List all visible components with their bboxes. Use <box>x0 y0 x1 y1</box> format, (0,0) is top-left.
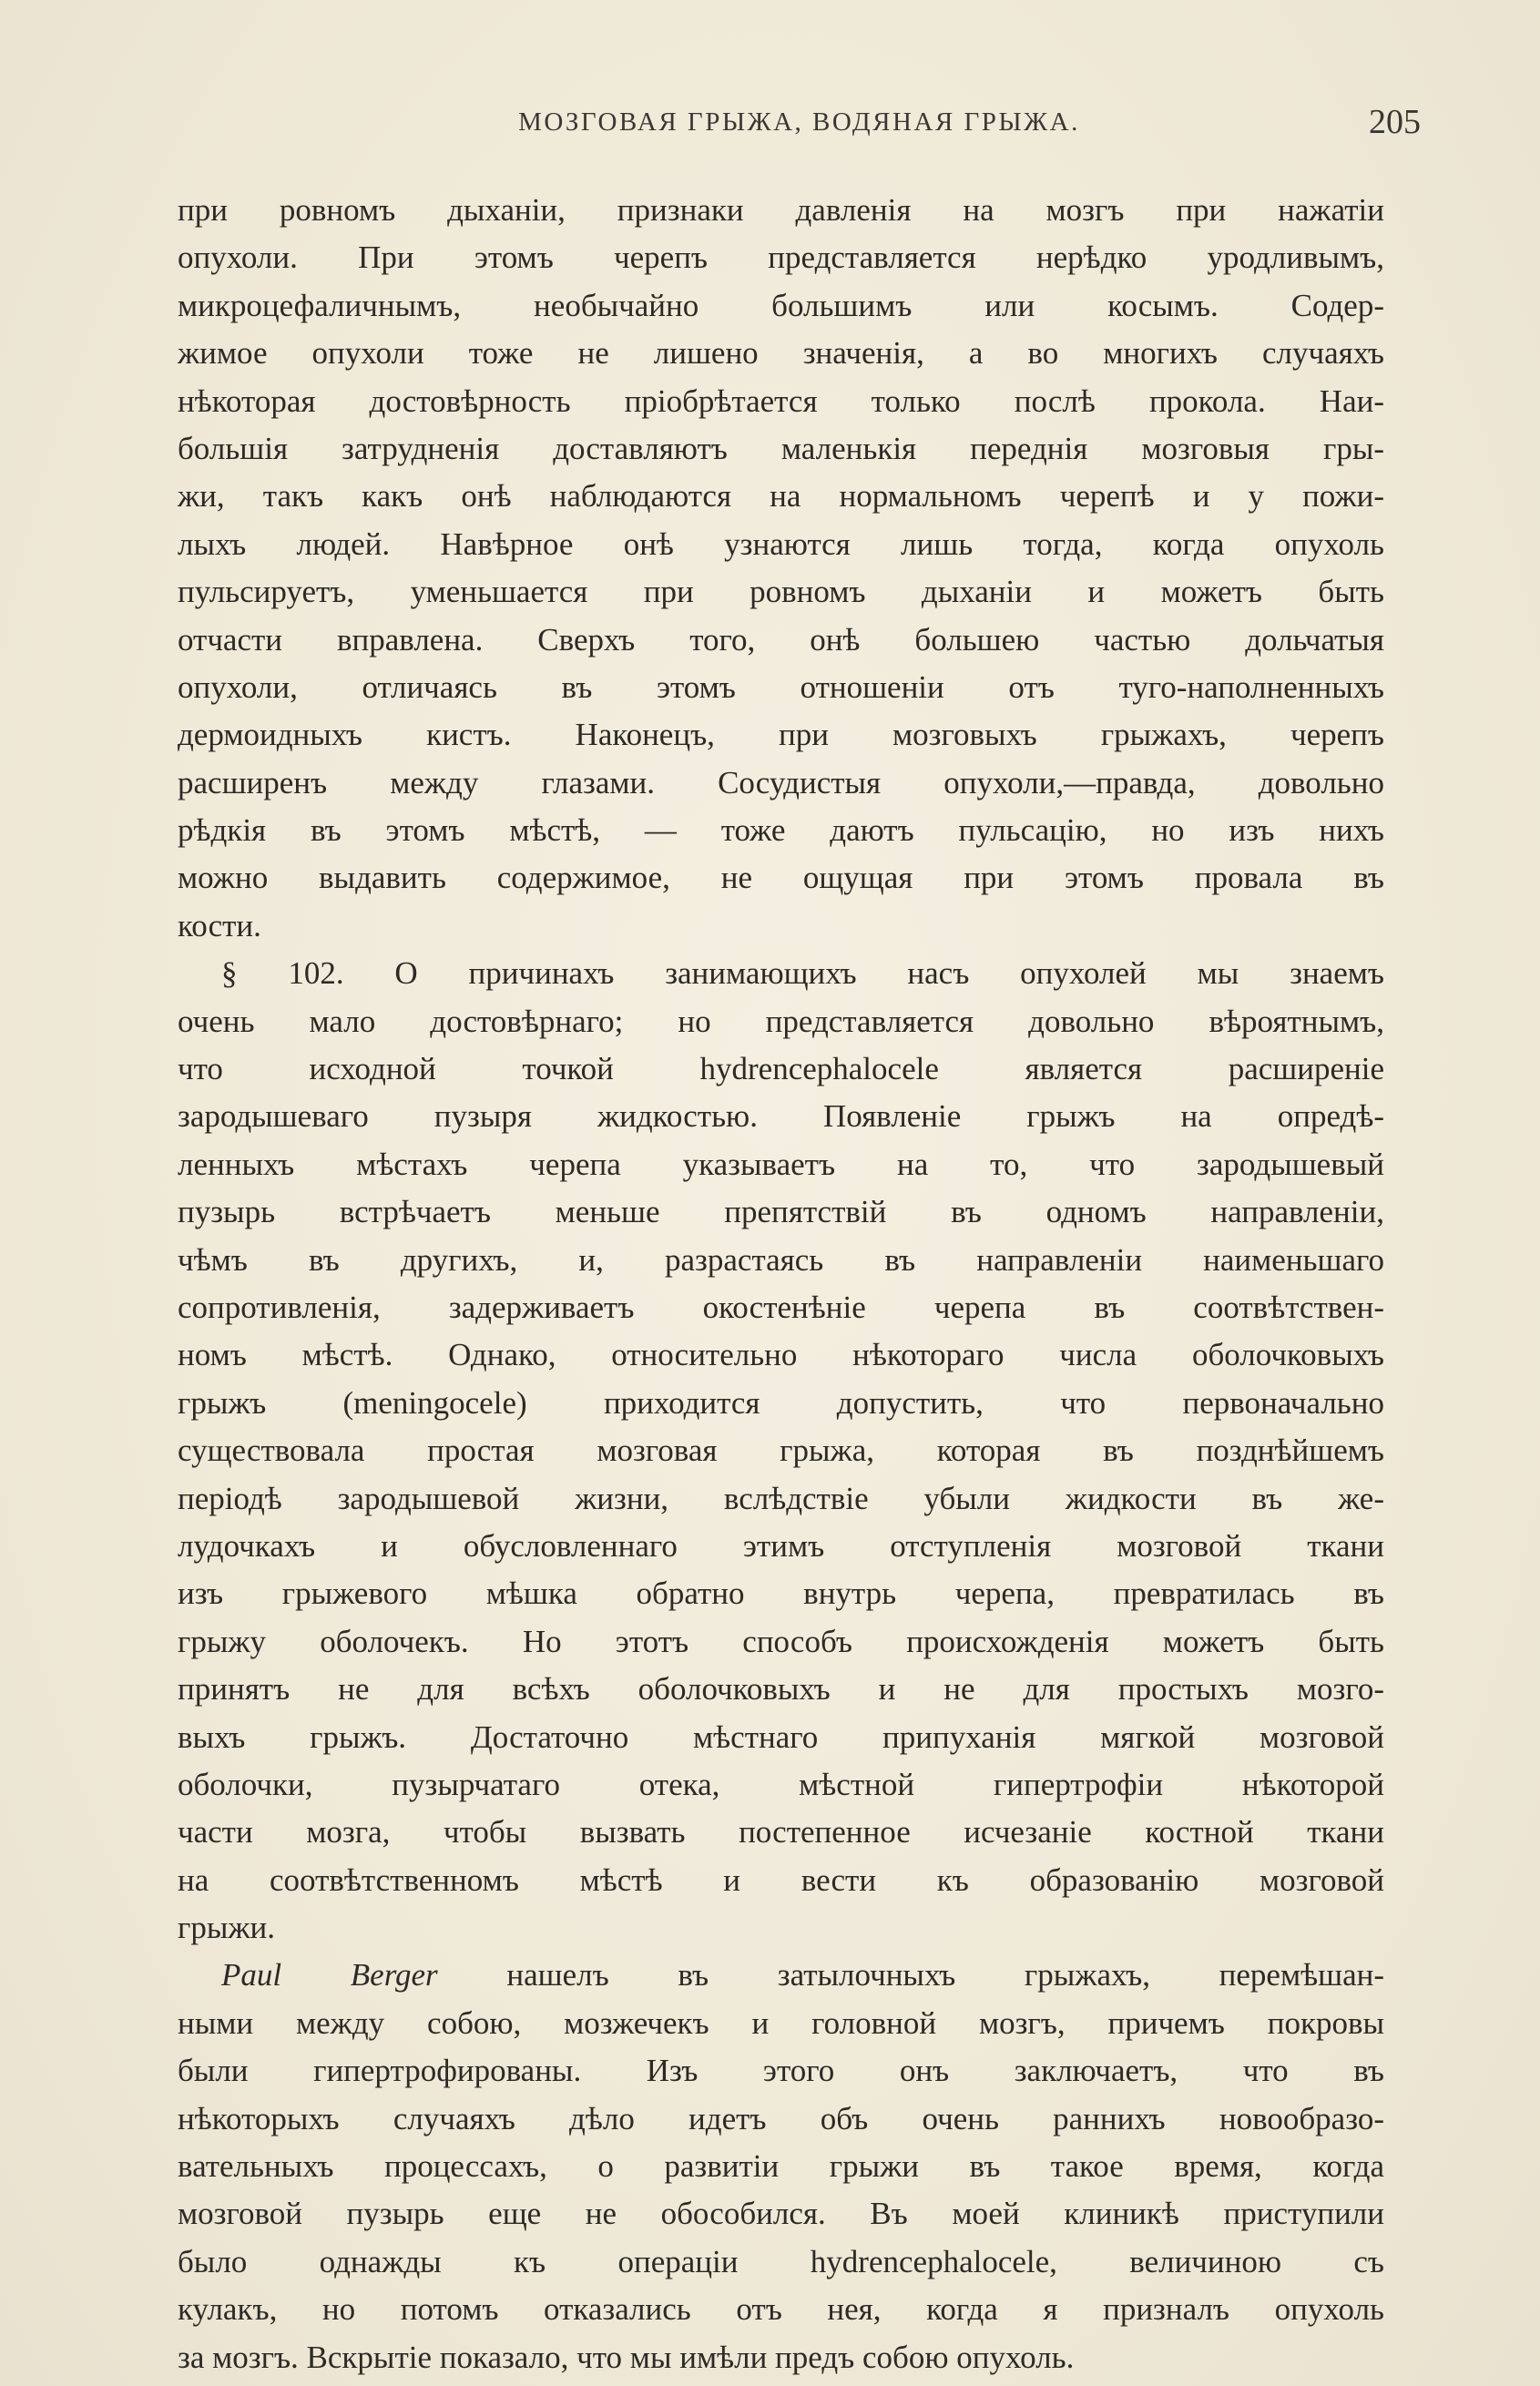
paragraph <box>178 187 1384 950</box>
text-line: мозговой пузырь еще не обособился. Въ моей клиникѣ приступили <box>178 2196 1384 2232</box>
text-line: были гипертрофированы. Изъ этого онъ заключаетъ, что въ <box>178 2053 1384 2089</box>
text-line: жимое опухоли тоже не лишено значенія, а во многихъ случаяхъ <box>178 335 1384 372</box>
text-line: періодѣ зародышевой жизни, вслѣдствіе убыли жидкости въ же- <box>178 1480 1384 1516</box>
text-line: при ровномъ дыханіи, признаки давленія на мозгъ при нажатіи <box>178 192 1384 228</box>
text-line: части мозга, чтобы вызвать постепенное исчезаніе костной ткани <box>178 1814 1384 1851</box>
text-line <box>178 1952 1384 1999</box>
text-line: номъ мѣстѣ. Однако, относительно нѣкотораго числа оболочковыхъ <box>178 1337 1384 1373</box>
text-line: ными между собою, мозжечекъ и головной мозгъ, причемъ покровы <box>178 2004 1384 2041</box>
body-text <box>178 187 1384 2381</box>
text-line: рѣдкія въ этомъ мѣстѣ, — тоже даютъ пульсацію, но изъ нихъ <box>178 812 1384 849</box>
text-line: оболочки, пузырчатаго отека, мѣстной гипертрофіи нѣкоторой <box>178 1766 1384 1802</box>
text-line: очень мало достовѣрнаго; но представляется довольно вѣроятнымъ, <box>178 1003 1384 1039</box>
running-title: МОЗГОВАЯ ГРЫЖА, ВОДЯНАЯ ГРЫЖА. <box>518 107 1080 137</box>
text-line: дермоидныхъ кистъ. Наконецъ, при мозговыхъ грыжахъ, черепъ <box>178 717 1384 753</box>
text-line: жи, такъ какъ онѣ наблюдаются на нормальномъ черепѣ и у пожи- <box>178 478 1384 515</box>
text-line: зародышеваго пузыря жидкостью. Появленіе грыжъ на опредѣ- <box>178 1098 1384 1135</box>
text-line: за мозгъ. Вскрытіе показало, что мы имѣли предъ собою опухоль. <box>178 2339 1075 2375</box>
text-line: чѣмъ въ другихъ, и, разрастаясь въ направленіи наименьшаго <box>178 1241 1384 1278</box>
text-line: сопротивленія, задерживаетъ окостенѣніе черепа въ соотвѣтствен- <box>178 1289 1384 1325</box>
text-line: можно выдавить содержимое, не ощущая при этомъ провала въ <box>178 860 1384 896</box>
text-line: вательныхъ процессахъ, о развитіи грыжи въ такое время, когда <box>178 2148 1384 2185</box>
text-line: большія затрудненія доставляютъ маленькія переднія мозговыя гры- <box>178 430 1384 466</box>
text-line: нѣкоторыхъ случаяхъ дѣло идетъ объ очень раннихъ новообразо- <box>178 2100 1384 2136</box>
text-line: существовала простая мозговая грыжа, которая въ позднѣйшемъ <box>178 1433 1384 1469</box>
author-name: Paul Berger <box>221 1957 438 1993</box>
text-line: пузырь встрѣчаетъ меньше препятствій въ одномъ направленіи, <box>178 1194 1384 1230</box>
text-line: лудочкахъ и обусловленнаго этимъ отступленія мозговой ткани <box>178 1527 1384 1564</box>
text-line: что исходной точкой hydrencephalocele является расширеніе <box>178 1051 1384 1087</box>
text-line: микроцефаличнымъ, необычайно большимъ или косымъ. Содер- <box>178 287 1384 323</box>
text-line: кости. <box>178 907 261 943</box>
text-line: было однажды къ операціи hydrencephalocele, величиною съ <box>178 2243 1384 2279</box>
text-line: грыжи. <box>178 1910 276 1946</box>
text-line: опухоли. При этомъ черепъ представляется нерѣдко уродливымъ, <box>178 240 1384 276</box>
page-number: 205 <box>1369 103 1421 141</box>
paragraph <box>178 1952 1384 2381</box>
text-line-rest: нашелъ въ затылочныхъ грыжахъ, перемѣшан- <box>437 1957 1384 1993</box>
text-line: отчасти вправлена. Сверхъ того, онѣ большею частью дольчатыя <box>178 621 1384 658</box>
text-line: кулакъ, но потомъ отказались отъ нея, когда я призналъ опухоль <box>178 2291 1384 2328</box>
text-line: ленныхъ мѣстахъ черепа указываетъ на то, что зародышевый <box>178 1146 1384 1182</box>
paragraph <box>178 950 1384 1952</box>
text-line: изъ грыжевого мѣшка обратно внутрь черепа, превратилась въ <box>178 1575 1384 1612</box>
running-head <box>178 103 1421 153</box>
text-line: принятъ не для всѣхъ оболочковыхъ и не для простыхъ мозго- <box>178 1671 1384 1708</box>
text-line: на соотвѣтственномъ мѣстѣ и вести къ образованію мозговой <box>178 1861 1384 1898</box>
text-line: лыхъ людей. Навѣрное онѣ узнаются лишь тогда, когда опухоль <box>178 525 1384 562</box>
text-line: грыжу оболочекъ. Но этотъ способъ происхожденія можетъ быть <box>178 1623 1384 1659</box>
text-line: выхъ грыжъ. Достаточно мѣстнаго припуханія мягкой мозговой <box>178 1718 1384 1755</box>
text-line: расширенъ между глазами. Сосудистыя опухоли,—правда, довольно <box>178 764 1384 800</box>
text-line: грыжъ (meningocele) приходится допустить, что первоначально <box>178 1384 1384 1421</box>
text-line: пульсируетъ, уменьшается при ровномъ дыханіи и можетъ быть <box>178 574 1384 610</box>
text-line: нѣкоторая достовѣрность пріобрѣтается только послѣ прокола. Наи- <box>178 382 1384 419</box>
text-line: § 102. О причинахъ занимающихъ насъ опухолей мы знаемъ <box>221 955 1384 992</box>
text-line: опухоли, отличаясь въ этомъ отношеніи отъ туго-наполненныхъ <box>178 668 1384 705</box>
